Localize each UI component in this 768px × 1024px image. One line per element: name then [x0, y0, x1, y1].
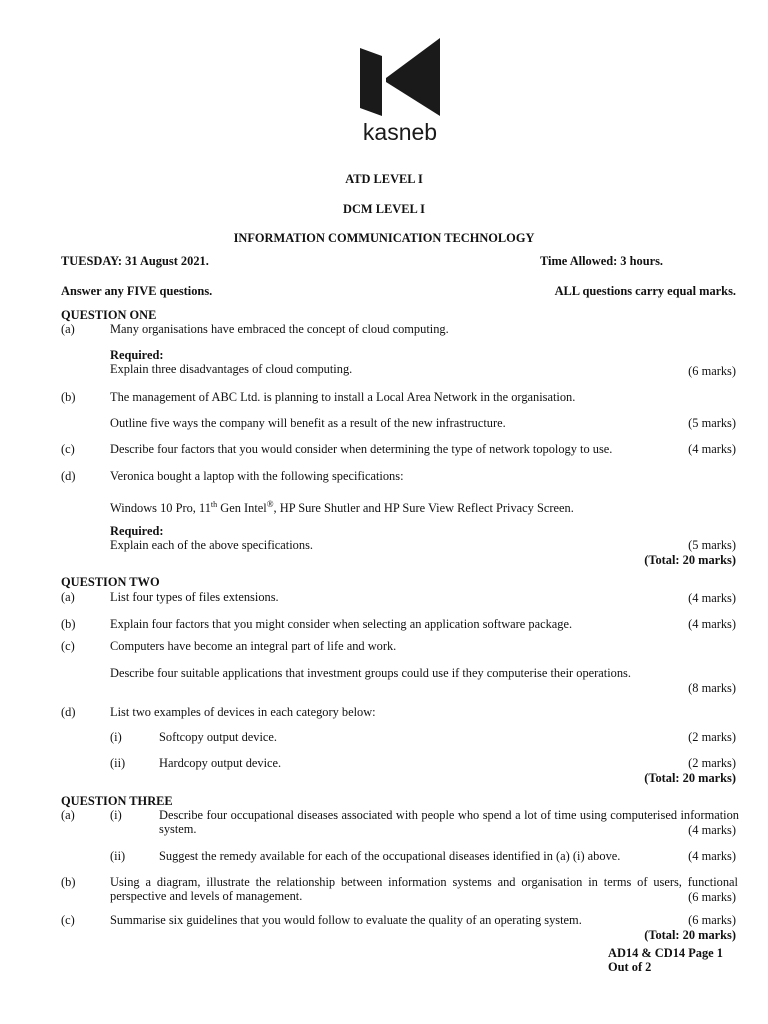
q3-a-label: (a): [61, 808, 75, 822]
q1-total: (Total: 20 marks): [644, 553, 736, 567]
q2-d-label: (d): [61, 705, 76, 719]
q2-a-marks: (4 marks): [688, 591, 736, 605]
q2-d-ii-marks: (2 marks): [688, 756, 736, 770]
question-one-title: QUESTION ONE: [61, 308, 157, 322]
q1-d-text: Veronica bought a laptop with the following specifications:: [110, 469, 404, 483]
q2-c-task: Describe four suitable applications that investment groups could use if they computerise their operations.: [110, 666, 631, 680]
q1-a-label: (a): [61, 322, 75, 336]
brand-name: kasneb: [362, 119, 438, 145]
q2-b-marks: (4 marks): [688, 617, 736, 631]
q3-total: (Total: 20 marks): [644, 928, 736, 942]
q3-a-i-text: Describe four occupational diseases associated with people who spend a lot of time using computerised information system.: [159, 808, 739, 836]
instruction: Answer any FIVE questions.: [61, 284, 213, 298]
q2-c-label: (c): [61, 639, 75, 653]
q2-d-i-label: (i): [110, 730, 122, 744]
time-allowed: Time Allowed: 3 hours.: [540, 254, 663, 268]
q1-d-required: Required:: [110, 524, 164, 538]
q1-d-marks: (5 marks): [688, 538, 736, 552]
q3-a-ii-text: Suggest the remedy available for each of the occupational diseases identified in (a) (i) above.: [159, 849, 621, 863]
q3-b-text: Using a diagram, illustrate the relationship between information systems and organisation in terms of users, functional perspective and levels of management.: [110, 875, 738, 903]
q3-a-ii-label: (ii): [110, 849, 126, 863]
q2-total: (Total: 20 marks): [644, 771, 736, 785]
q2-c-text: Computers have become an integral part of life and work.: [110, 639, 397, 653]
marks-note: ALL questions carry equal marks.: [554, 284, 736, 298]
level-dcm: DCM LEVEL I: [343, 202, 425, 216]
kasneb-logo: [360, 38, 440, 116]
q3-a-i-marks: (4 marks): [688, 823, 736, 837]
q2-c-marks: (8 marks): [688, 681, 736, 695]
exam-date: TUESDAY: 31 August 2021.: [61, 254, 209, 268]
q3-b-label: (b): [61, 875, 76, 889]
page-of: Out of 2: [608, 960, 652, 974]
q1-d-label: (d): [61, 469, 76, 483]
q1-b-marks: (5 marks): [688, 416, 736, 430]
q1-a-required: Required:: [110, 348, 164, 362]
question-three-title: QUESTION THREE: [61, 794, 173, 808]
q1-c-marks: (4 marks): [688, 442, 736, 456]
q1-a-marks: (6 marks): [688, 364, 736, 378]
q3-b-marks: (6 marks): [688, 890, 736, 904]
page-code: AD14 & CD14 Page 1: [608, 946, 723, 960]
q2-d-text: List two examples of devices in each category below:: [110, 705, 376, 719]
q3-a-ii-marks: (4 marks): [688, 849, 736, 863]
q1-a-text: Many organisations have embraced the concept of cloud computing.: [110, 322, 449, 336]
q1-a-task: Explain three disadvantages of cloud computing.: [110, 362, 353, 376]
q1-b-label: (b): [61, 390, 76, 404]
q2-d-ii-text: Hardcopy output device.: [159, 756, 282, 770]
q2-b-text: Explain four factors that you might consider when selecting an application software package.: [110, 617, 573, 631]
q3-c-marks: (6 marks): [688, 913, 736, 927]
q2-a-label: (a): [61, 590, 75, 604]
q2-d-i-text: Softcopy output device.: [159, 730, 278, 744]
q2-d-ii-label: (ii): [110, 756, 126, 770]
subject-title: INFORMATION COMMUNICATION TECHNOLOGY: [233, 231, 535, 245]
q2-d-i-marks: (2 marks): [688, 730, 736, 744]
q2-b-label: (b): [61, 617, 76, 631]
q1-d-specs: Windows 10 Pro, 11th Gen Intel®, HP Sure Shutler and HP Sure View Reflect Privacy Screen.: [110, 499, 574, 516]
q3-a-i-label: (i): [110, 808, 122, 822]
q1-c-text: Describe four factors that you would consider when determining the type of network topology to use.: [110, 442, 613, 456]
q1-b-text: The management of ABC Ltd. is planning to install a Local Area Network in the organisation.: [110, 390, 576, 404]
q1-d-task: Explain each of the above specifications.: [110, 538, 313, 552]
q3-c-label: (c): [61, 913, 75, 927]
q1-c-label: (c): [61, 442, 75, 456]
question-two-title: QUESTION TWO: [61, 575, 160, 589]
q2-a-text: List four types of files extensions.: [110, 590, 279, 604]
level-atd: ATD LEVEL I: [345, 172, 423, 186]
q1-b-task: Outline five ways the company will benefit as a result of the new infrastructure.: [110, 416, 506, 430]
q3-c-text: Summarise six guidelines that you would follow to evaluate the quality of an operating system.: [110, 913, 582, 927]
